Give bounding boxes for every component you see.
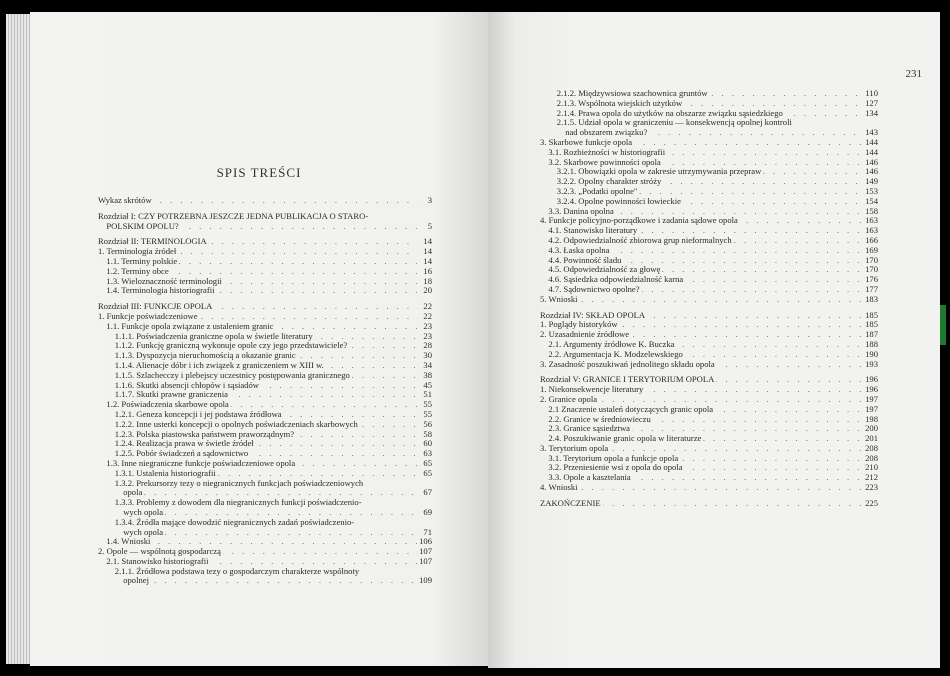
toc-entry <box>540 483 878 493</box>
toc-entry-page: 200 <box>865 423 878 434</box>
page-number: 231 <box>905 68 922 80</box>
toc-entry-page: 154 <box>865 195 878 206</box>
toc-entry-title: Rozdział V: GRANICE I TERYTORIUM OPOLA <box>540 374 715 385</box>
toc-entry-title: 1.4. Wnioski <box>106 536 151 547</box>
toc-entry-page: 55 <box>423 399 432 410</box>
toc-entry-title: 1.2.5. Pobór świadczeń a sądownictwo <box>114 448 249 459</box>
toc-entry-page: 197 <box>865 393 878 404</box>
toc-entry-page: 146 <box>865 156 878 167</box>
toc-entry-page: 163 <box>865 225 878 236</box>
toc-entry-title: 1.1. Terminy polskie <box>106 255 178 266</box>
toc-entry-page: 63 <box>423 448 432 459</box>
toc-entry-page: 14 <box>423 236 432 247</box>
toc-entry-page: 127 <box>865 97 878 108</box>
toc-entry-page: 56 <box>423 418 432 429</box>
toc-entry-page: 58 <box>423 428 432 439</box>
toc-entry-title: 3.2.2. Opolny charakter stróży <box>556 176 662 187</box>
toc-entry <box>540 473 878 483</box>
toc-entry-page: 5 <box>427 220 432 231</box>
toc-entry-title: wych opola <box>123 506 164 517</box>
toc-entry-page: 212 <box>865 472 878 483</box>
toc-entry-page: 18 <box>423 275 432 286</box>
toc-entry-page: 107 <box>419 555 432 566</box>
toc-entry-page: 198 <box>865 413 878 424</box>
toc-entry-title: POLSKIM OPOLU? <box>106 220 179 231</box>
toc-entry-page: 22 <box>423 301 432 312</box>
toc-entry <box>98 576 432 586</box>
toc-entry-page: 196 <box>865 374 878 385</box>
toc-entry-page: 223 <box>865 482 878 493</box>
toc-entry-title: 4.4. Powinność śladu <box>548 254 622 265</box>
toc-entry-page: 71 <box>423 526 432 537</box>
toc-entry-title: 1.4. Terminologia historiografii <box>106 285 215 296</box>
toc-entry-title: Rozdział IV: SKŁAD OPOLA <box>540 309 646 320</box>
page-title: SPIS TREŚCI <box>216 165 302 180</box>
toc-entry-page: 188 <box>865 338 878 349</box>
toc-entry-page: 169 <box>865 244 878 255</box>
toc-entry-title: 1.2.3. Polska piastowska państwem praworządnym? <box>114 428 295 439</box>
toc-entry <box>540 285 878 295</box>
toc-entry-title: 3.1. Rozbieżności w historiografii <box>548 146 666 157</box>
toc-leader-dots <box>540 483 864 493</box>
toc-entry-title: Rozdział II: TERMINOLOGIA <box>98 236 207 247</box>
toc-entry-page: 149 <box>865 176 878 187</box>
toc-leader-dots <box>123 576 418 586</box>
toc-entry-title: 2.1. Stanowisko historiografii <box>106 555 209 566</box>
toc-entry-title: 2. Granice opola <box>540 393 598 404</box>
toc-entry-page: 197 <box>865 403 878 414</box>
toc-entry-title: opola <box>123 487 143 498</box>
toc-entry-title: 4.2. Odpowiedzialność zbiorowa grup nieformalnych <box>548 234 732 245</box>
toc-leader-dots <box>540 295 864 305</box>
toc-entry-title: 3.2.3. „Podatki opolne" <box>556 185 638 196</box>
toc-entry-page: 166 <box>865 234 878 245</box>
toc-entry-page: 134 <box>865 107 878 118</box>
toc-entry <box>98 479 432 489</box>
toc-entry-page: 193 <box>865 358 878 369</box>
toc-entry-page: 185 <box>865 309 878 320</box>
toc-entry-page: 183 <box>865 293 878 304</box>
table-of-contents-right <box>540 89 878 509</box>
toc-entry-page: 210 <box>865 462 878 473</box>
toc-entry <box>98 286 432 296</box>
toc-entry-title: 4.6. Sąsiedzka odpowiedzialność karna <box>548 274 684 285</box>
toc-entry-page: 196 <box>865 384 878 395</box>
toc-entry-title: 1.2. Poświadczenia skarbowe opola <box>106 399 229 410</box>
toc-entry-page: 3 <box>427 195 432 205</box>
toc-entry-page: 23 <box>423 320 432 331</box>
toc-entry-page: 51 <box>423 389 432 400</box>
toc-entry-title: 5. Wnioski <box>540 293 578 304</box>
toc-entry-title: 4.7. Sądownictwo opolne? <box>548 283 640 294</box>
toc-entry-page: 163 <box>865 215 878 226</box>
toc-entry-title: 2.1.1. Źródłowa podstawa tezy o gospodarczym charakterze wspólnoty <box>114 565 360 576</box>
toc-entry-title: 1. Funkcje poświadczeniowe <box>98 310 198 321</box>
toc-entry-page: 208 <box>865 442 878 453</box>
toc-entry-title: 1.1.4. Alienacje dóbr i ich związek z graniczeniem w XIII w. <box>114 359 324 370</box>
toc-entry-title: 2.3. Granice sąsiedztwa <box>548 423 630 434</box>
toc-entry-page: 28 <box>423 340 432 351</box>
toc-entry-title: 2.1 Znaczenie ustaleń dotyczących granic opola <box>548 403 714 414</box>
toc-entry-title: 1.3. Inne niegraniczne funkcje poświadczeniowe opola <box>106 457 296 468</box>
toc-entry-title: opolnej <box>123 575 149 586</box>
toc-entry-title: 1.2.4. Realizacja prawa w świetle źródeł <box>114 438 254 449</box>
toc-leader-dots <box>123 528 418 538</box>
toc-entry-title: 1.1.3. Dyspozycja nieruchomością a okazanie granic <box>114 350 296 361</box>
toc-entry-title: 1.1.6. Skutki absencji chłopów i sąsiadów <box>114 379 259 390</box>
toc-entry-title: 1.3.2. Prekursorzy tezy o niegranicznych funkcjach poświadczeniowych <box>114 477 364 488</box>
toc-entry-page: 170 <box>865 264 878 275</box>
toc-entry-title: 1.1.5. Szlachecczy i plebejscy uczestnicy postępowania granicznego <box>114 369 350 380</box>
toc-entry-title: 2.1.2. Międzywsiowa szachownica gruntów <box>556 88 708 98</box>
toc-entry-title: 2. Uzasadnienie źródłowe <box>540 329 630 340</box>
toc-entry-title: 2.1.3. Wspólnota wiejskich użytków <box>556 97 683 108</box>
toc-entry-title: Wykaz skrótów <box>98 195 152 205</box>
toc-entry-page: 153 <box>865 185 878 196</box>
toc-entry-title: 3.3. Danina opolna <box>548 205 614 216</box>
toc-entry-page: 14 <box>423 246 432 257</box>
toc-entry <box>540 360 878 370</box>
table-of-contents-left <box>98 196 432 586</box>
toc-entry-page: 185 <box>865 319 878 330</box>
toc-entry-page: 65 <box>423 467 432 478</box>
toc-entry-page: 34 <box>423 359 432 370</box>
toc-entry-title: 4.1. Stanowisko literatury <box>548 225 638 236</box>
toc-entry-title: 3.2. Przeniesienie wsi z opola do opola <box>548 462 683 473</box>
toc-entry-page: 106 <box>419 536 432 547</box>
toc-entry-title: 3.1. Terytorium opola a funkcje opola <box>548 452 679 463</box>
toc-entry-title: 2.2. Argumentacja K. Modzelewskiego <box>548 348 683 359</box>
toc-entry-title: 2.4. Poszukiwanie granic opola w literaturze <box>548 433 702 444</box>
toc-entry-page: 107 <box>419 546 432 557</box>
toc-entry-title: 3.2.4. Opolne powinności łowieckie <box>556 195 681 206</box>
toc-entry-title: 1.1. Funkcje opola związane z ustaleniem granic <box>106 320 274 331</box>
toc-entry <box>98 196 432 206</box>
toc-entry-title: ZAKOŃCZENIE <box>540 497 601 508</box>
toc-entry-title: 4.3. Łaska opolna <box>548 244 610 255</box>
toc-entry-page: 158 <box>865 205 878 216</box>
toc-entry-title: 1.1.1. Poświadczenia graniczne opola w świetle literatury <box>114 330 313 341</box>
toc-entry <box>540 295 878 305</box>
toc-entry-page: 14 <box>423 255 432 266</box>
toc-entry-page: 225 <box>865 497 878 508</box>
toc-entry-page: 144 <box>865 146 878 157</box>
toc-entry-title: 4. Funkcje policyjno-porządkowe i zadania sądowe opola <box>540 215 738 226</box>
toc-entry-page: 60 <box>423 438 432 449</box>
toc-entry-page: 201 <box>865 433 878 444</box>
toc-entry-page: 110 <box>865 88 878 98</box>
book-page-edges <box>6 14 30 664</box>
toc-entry <box>540 499 878 509</box>
toc-entry-title: 1.3.1. Ustalenia historiografii <box>114 467 216 478</box>
toc-entry <box>98 222 432 232</box>
toc-entry-page: 69 <box>423 506 432 517</box>
toc-entry-title: Rozdział I: CZY POTRZEBNA JESZCZE JEDNA PUBLIKACJA O STARO- <box>98 210 369 221</box>
toc-entry-title: 3. Terytorium opola <box>540 442 609 453</box>
toc-entry-page: 190 <box>865 348 878 359</box>
toc-entry-page: 143 <box>865 127 878 138</box>
toc-entry-page: 187 <box>865 329 878 340</box>
toc-entry-title: 3.2. Skarbowe powinności opola <box>548 156 661 167</box>
toc-entry-page: 146 <box>865 166 878 177</box>
toc-entry-page: 55 <box>423 408 432 419</box>
toc-entry-page: 45 <box>423 379 432 390</box>
toc-entry-title: 3. Zasadność poszukiwań jednolitego składu opola <box>540 358 715 369</box>
toc-entry-title: 1.2.2. Inne usterki koncepcji o opolnych poświadczeniach skarbowych <box>114 418 358 429</box>
toc-entry-title: 1. Poglądy historyków <box>540 319 618 330</box>
toc-entry-page: 22 <box>423 310 432 321</box>
toc-entry-title: 2.1.5. Udział opola w graniczeniu — konsekwencją opolnej kontroli <box>556 117 792 128</box>
toc-entry-page: 177 <box>865 283 878 294</box>
toc-entry-title: wych opola <box>123 526 164 537</box>
toc-entry-page: 38 <box>423 369 432 380</box>
toc-entry-title: 1.1.7. Skutki prawne graniczenia <box>114 389 228 400</box>
toc-entry-title: Rozdział III: FUNKCJE OPOLA <box>98 301 213 312</box>
toc-entry-title: 1.2.1. Geneza koncepcji i jej podstawa źródłowa <box>114 408 282 419</box>
toc-entry-title: 3. Skarbowe funkcje opola <box>540 136 633 147</box>
bookmark-tab <box>940 305 946 345</box>
toc-entry-page: 170 <box>865 254 878 265</box>
toc-entry-title: 3.3. Opole a kasztelania <box>548 472 631 483</box>
toc-entry-title: 2.1. Argumenty źródłowe K. Buczka <box>548 338 675 349</box>
toc-entry-page: 23 <box>423 330 432 341</box>
toc-entry-title: 1.3.4. Źródła mające dowodzić niegranicznych zadań poświadczenio- <box>114 516 355 527</box>
toc-entry-title: 1.1.2. Funkcję graniczną wykonuje opole czy jego przedstawiciele? <box>114 340 348 351</box>
toc-entry-title: 1.2. Terminy obce <box>106 265 169 276</box>
toc-entry-title: 3.2.1. Obowiązki opola w zakresie utrzymywania przepraw <box>556 166 762 177</box>
toc-entry-page: 176 <box>865 274 878 285</box>
toc-entry-title: 4.5. Odpowiedzialność za głowę <box>548 264 661 275</box>
toc-entry-title: nad obszarem związku? <box>565 127 648 138</box>
toc-entry-page: 109 <box>419 575 432 586</box>
toc-entry-title: 1.3.3. Problemy z dowodem dla niegranicznych funkcji poświadczenio- <box>114 497 362 508</box>
toc-entry-page: 16 <box>423 265 432 276</box>
toc-entry-page: 20 <box>423 285 432 296</box>
toc-entry-title: 2.2. Granice w średniowieczu <box>548 413 651 424</box>
toc-entry-title: 1.3. Wieloznaczność terminologii <box>106 275 222 286</box>
toc-entry-page: 144 <box>865 136 878 147</box>
toc-entry-title: 2. Opole — wspólnotą gospodarczą <box>98 546 221 557</box>
toc-entry-title: 1. Niekonsekwencje literatury <box>540 384 644 395</box>
toc-entry-page: 208 <box>865 452 878 463</box>
toc-entry-page: 67 <box>423 487 432 498</box>
toc-entry-title: 4. Wnioski <box>540 482 578 493</box>
toc-entry-title: 1. Terminologia źródeł <box>98 246 177 257</box>
toc-entry-title: 2.1.4. Prawa opola do użytków na obszarze związku sąsiedzkiego <box>556 107 783 118</box>
toc-entry-page: 65 <box>423 457 432 468</box>
toc-entry-page: 30 <box>423 350 432 361</box>
